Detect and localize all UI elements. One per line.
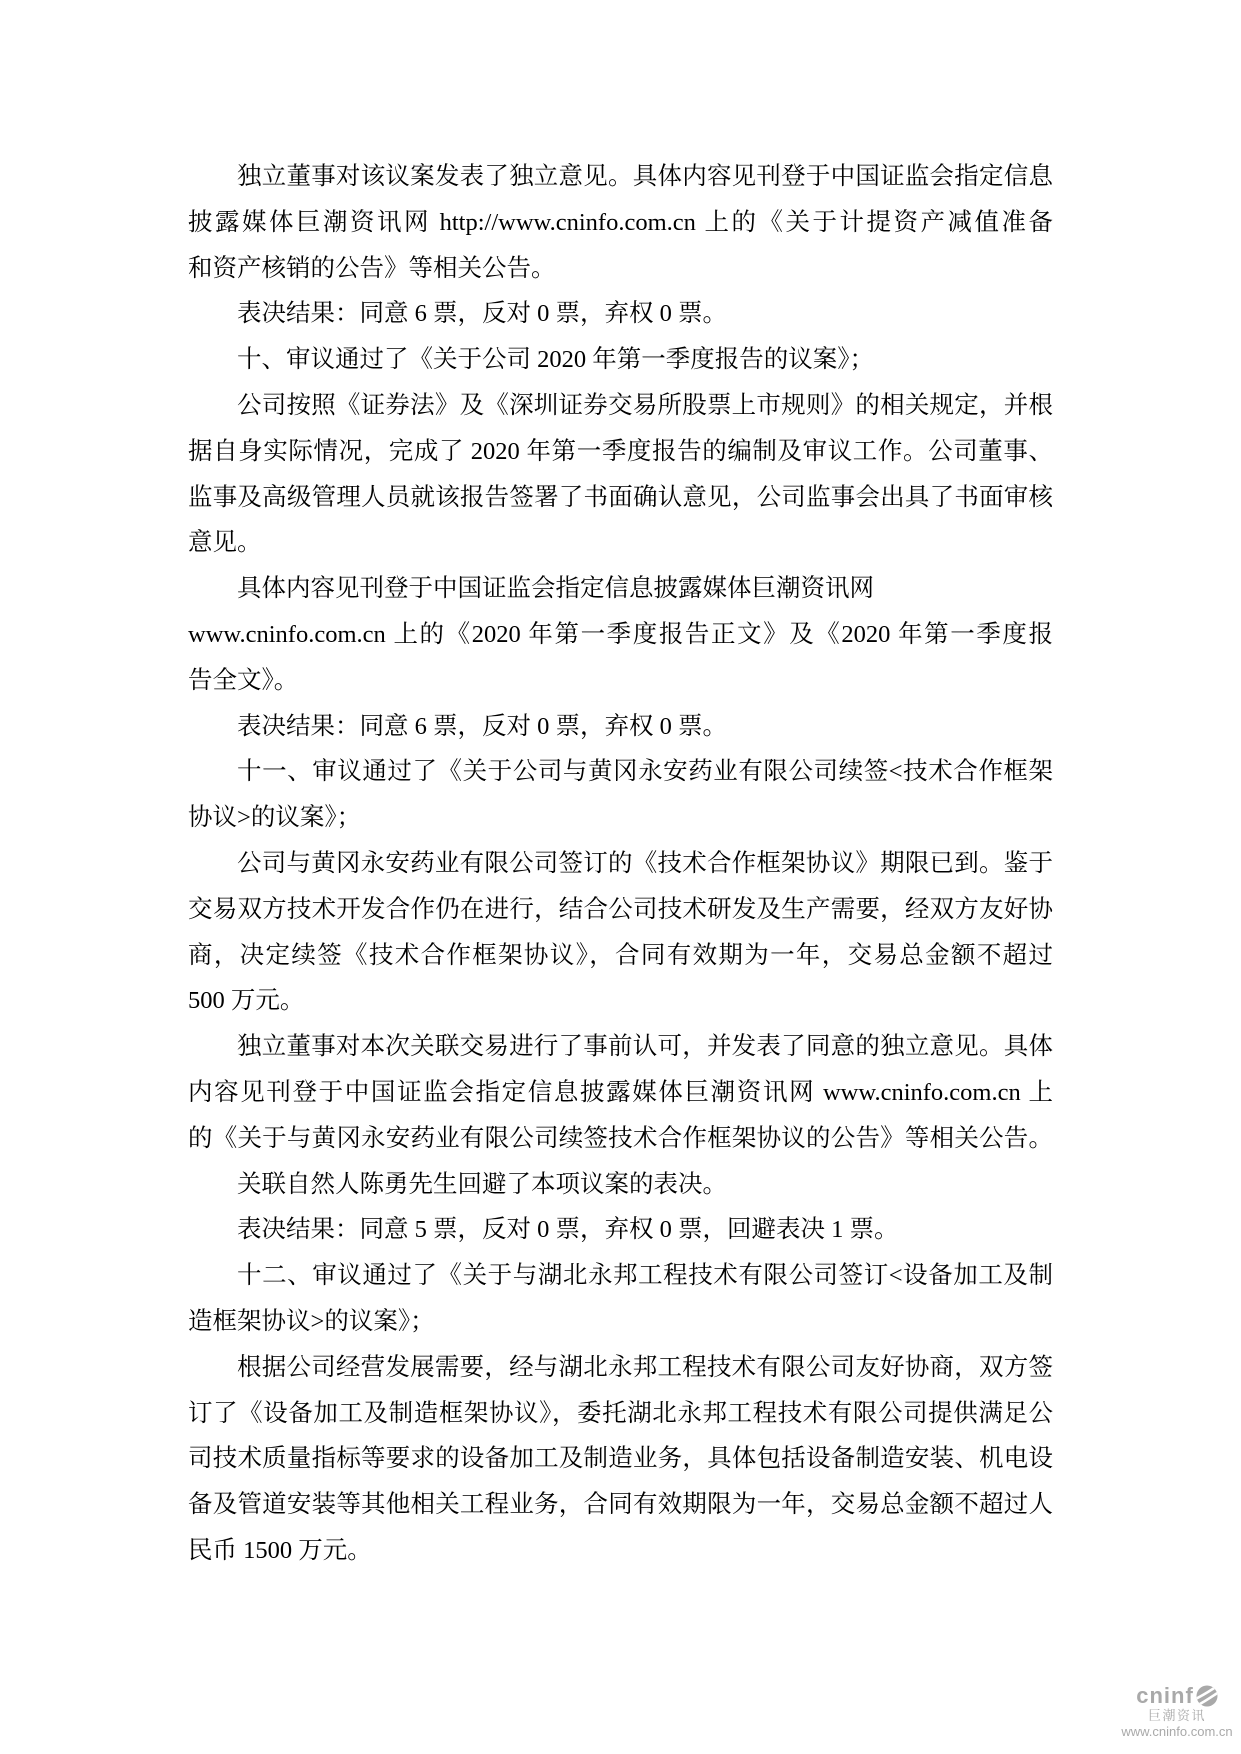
text-line: 民币 1500 万元。 [188,1536,372,1564]
text-line: 的《关于与黄冈永安药业有限公司续签技术合作框架协议的公告》等相关公告。 [188,1124,1053,1152]
text-line: 关联自然人陈勇先生回避了本项议案的表决。 [237,1170,727,1198]
paragraph [188,1345,1053,1574]
text-line: 具体内容见刊登于中国证监会指定信息披露媒体巨潮资讯网 [237,575,874,603]
paragraph [188,749,1053,841]
text-line: 备及管道安装等其他相关工程业务，合同有效期限为一年，交易总金额不超过人 [188,1491,1053,1519]
text-line: 交易双方技术开发合作仍在进行，结合公司技术研发及生产需要，经双方友好协 [188,895,1053,923]
paragraph [188,841,1053,1024]
text-line: 和资产核销的公告》等相关公告。 [188,254,556,282]
text-block [188,154,1053,1574]
text-line: 商，决定续签《技术合作框架协议》，合同有效期为一年，交易总金额不超过 [188,941,1053,969]
cninfo-logo-text: cninf [1136,1682,1194,1708]
paragraph [188,704,1053,750]
paragraph [188,154,1053,291]
text-line: 告全文》。 [188,666,299,694]
text-line: 500 万元。 [188,987,305,1015]
paragraph [188,1162,1053,1208]
text-line: 十二、审议通过了《关于与湖北永邦工程技术有限公司签订<设备加工及制 [237,1262,1053,1290]
cninfo-logo [1116,1683,1238,1708]
text-line: 造框架协议>的议案》； [188,1307,435,1335]
text-line: 独立董事对本次关联交易进行了事前认可，并发表了同意的独立意见。具体 [237,1033,1053,1061]
text-line: 根据公司经营发展需要，经与湖北永邦工程技术有限公司友好协商，双方签 [237,1353,1053,1381]
paragraph [188,291,1053,337]
text-line: 披露媒体巨潮资讯网 http://www.cninfo.com.cn 上的《关于计提资产减值准备 [188,208,1053,236]
text-line: 订了《设备加工及制造框架协议》，委托湖北永邦工程技术有限公司提供满足公 [188,1399,1053,1427]
paragraph [188,566,1053,703]
paragraph [188,1024,1053,1161]
text-line: 协议>的议案》； [188,804,362,832]
text-line: 据自身实际情况，完成了 2020 年第一季度报告的编制及审议工作。公司董事、 [188,437,1053,465]
text-line: 监事及高级管理人员就该报告签署了书面确认意见，公司监事会出具了书面审核 [188,483,1053,511]
paragraph [188,1253,1053,1345]
text-line: 十一、审议通过了《关于公司与黄冈永安药业有限公司续签<技术合作框架 [237,758,1053,786]
text-line: 司技术质量指标等要求的设备加工及制造业务，具体包括设备制造安装、机电设 [188,1445,1053,1473]
text-line: 公司与黄冈永安药业有限公司签订的《技术合作框架协议》期限已到。鉴于 [237,849,1053,877]
text-line: 独立董事对该议案发表了独立意见。具体内容见刊登于中国证监会指定信息 [237,163,1053,190]
globe-swirl-icon [1196,1683,1218,1708]
cninfo-watermark [1116,1683,1238,1739]
paragraph [188,383,1053,566]
text-line: 意见。 [188,529,262,557]
text-line: 表决结果：同意 5 票，反对 0 票，弃权 0 票，回避表决 1 票。 [237,1216,899,1244]
text-line: www.cninfo.com.cn 上的《2020 年第一季度报告正文》及《2020 年第一季度报 [188,620,1053,648]
cninfo-chinese-name: 巨潮资讯 [1147,1708,1206,1723]
text-line: 十、审议通过了《关于公司 2020 年第一季度报告的议案》； [237,346,874,374]
text-line: 内容见刊登于中国证监会指定信息披露媒体巨潮资讯网 www.cninfo.com.cn 上 [188,1078,1053,1106]
text-line: 公司按照《证券法》及《深圳证券交易所股票上市规则》的相关规定，并根 [237,391,1053,419]
paragraph [188,337,1053,383]
text-line: 表决结果：同意 6 票，反对 0 票，弃权 0 票。 [237,712,727,740]
text-line: 表决结果：同意 6 票，反对 0 票，弃权 0 票。 [237,300,727,328]
cninfo-url: www.cninfo.com.cn [1121,1724,1233,1739]
paragraph [188,1207,1053,1253]
